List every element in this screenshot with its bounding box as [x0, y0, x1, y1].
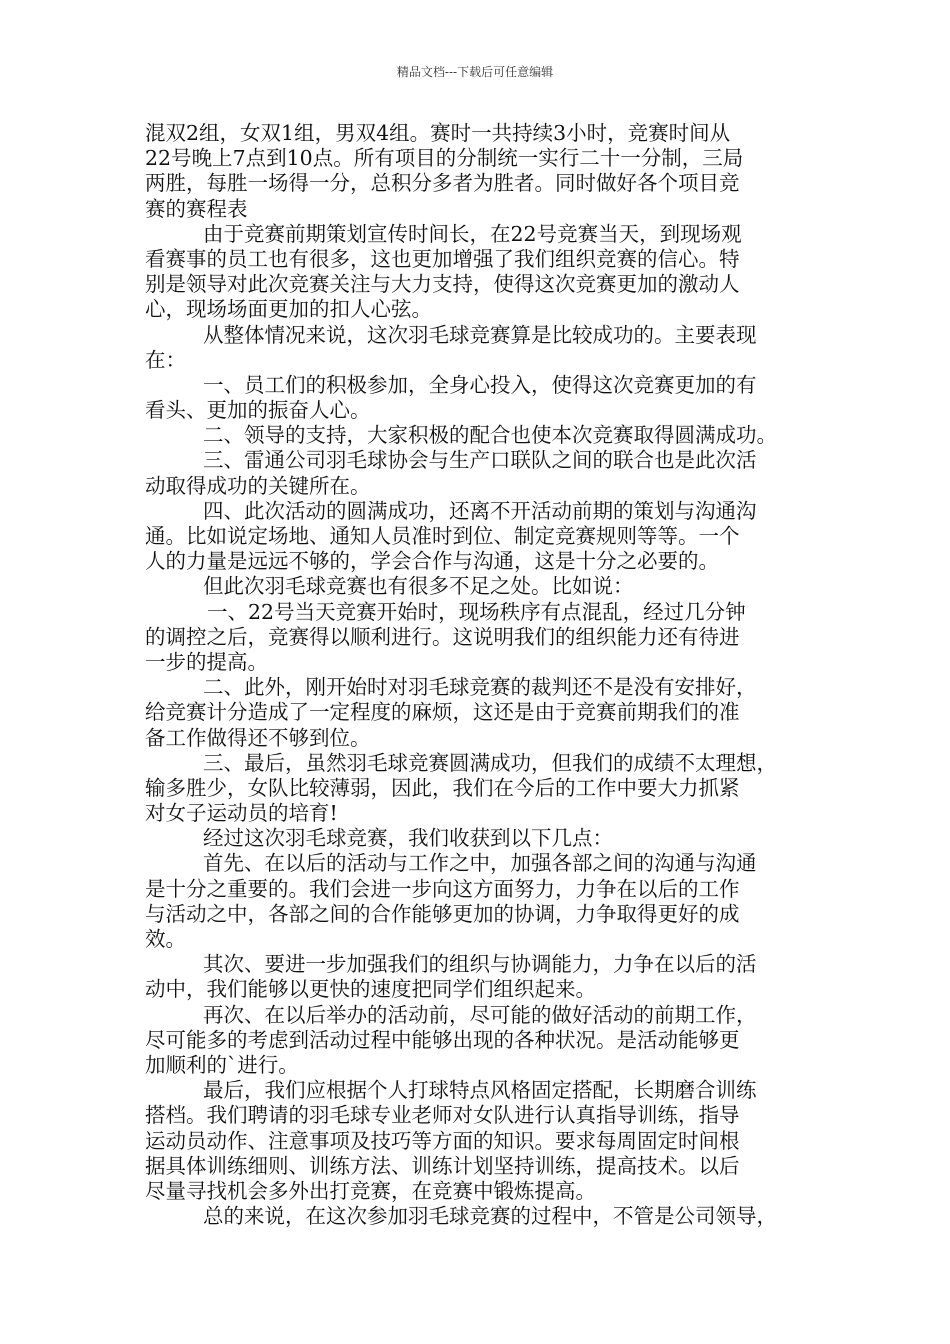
page-header: 精品文档---下载后可任意编辑	[396, 65, 554, 79]
text-line: 四、此次活动的圆满成功，还离不开活动前期的策划与沟通沟	[203, 498, 757, 523]
text-line: 二、此外，刚开始时对羽毛球竞赛的裁判还不是没有安排好，	[203, 675, 757, 700]
text-line: 看头、更加的振奋人心。	[145, 398, 371, 423]
text-line: 看赛事的员工也有很多，这也更加增强了我们组织竞赛的信心。特	[145, 246, 740, 271]
document-body	[145, 121, 817, 1229]
text-line: 总的来说，在这次参加羽毛球竞赛的过程中，不管是公司领导，	[203, 1204, 777, 1229]
text-line: 22号晚上7点到10点。所有项目的分制统一实行二十一分制，三局	[145, 146, 744, 171]
text-line: 搭档。我们聘请的羽毛球专业老师对女队进行认真指导训练，指导	[145, 1103, 740, 1128]
text-line: 效。	[145, 927, 186, 951]
text-line: 首先、在以后的活动与工作之中，加强各部之间的沟通与沟通	[203, 851, 757, 876]
text-line: 在：	[145, 347, 186, 372]
text-line: 经过这次羽毛球竞赛，我们收获到以下几点：	[203, 826, 613, 851]
text-line: 据具体训练细则、训练方法、训练计划坚持训练，提高技术。以后	[145, 1153, 740, 1178]
text-line: 一、员工们的积极参加，全身心投入，使得这次竞赛更加的有	[203, 372, 757, 397]
text-line: 输多胜少，女队比较薄弱，因此，我们在今后的工作中要大力抓紧	[145, 775, 740, 800]
text-line: 别是领导对此次竞赛关注与大力支持，使得这次竞赛更加的激动人	[145, 272, 740, 297]
text-line: 最后，我们应根据个人打球特点风格固定搭配，长期磨合训练	[203, 1078, 757, 1103]
text-line: 赛的赛程表	[145, 196, 248, 221]
text-line: 与活动之中，各部之间的合作能够更加的协调，力争取得更好的成	[145, 901, 740, 926]
text-line: 对女子运动员的培育!	[145, 801, 338, 826]
text-line: 尽量寻找机会多外出打竞赛，在竞赛中锻炼提高。	[145, 1178, 596, 1203]
text-line: 通。比如说定场地、通知人员准时到位、制定竞赛规则等等。一个	[145, 524, 740, 548]
text-line: 但此次羽毛球竞赛也有很多不足之处。比如说：	[203, 574, 634, 599]
text-line: 尽可能多的考虑到活动过程中能够出现的各种状况。是活动能够更	[145, 1027, 740, 1052]
text-line: 两胜，每胜一场得一分，总积分多者为胜者。同时做好各个项目竞	[145, 171, 740, 196]
text-line: 再次、在以后举办的活动前，尽可能的做好活动的前期工作，	[203, 1002, 757, 1027]
text-line: 加顺利的`进行。	[145, 1052, 299, 1077]
text-line: 运动员动作、注意事项及技巧等方面的知识。要求每周固定时间根	[145, 1128, 740, 1153]
text-line: 是十分之重要的。我们会进一步向这方面努力，力争在以后的工作	[145, 876, 740, 901]
text-line: 动取得成功的关键所在。	[145, 473, 371, 498]
text-line: 二、领导的支持，大家积极的配合也使本次竞赛取得圆满成功。	[203, 423, 777, 448]
text-line: 由于竞赛前期策划宣传时间长，在22号竞赛当天，到现场观	[203, 221, 742, 246]
text-line: 混双2组，女双1组，男双4组。赛时一共持续3小时，竞赛时间从	[145, 121, 731, 145]
text-line: 备工作做得还不够到位。	[145, 725, 371, 750]
text-line: 人的力量是远远不够的，学会合作与沟通，这是十分之必要的。	[145, 549, 719, 574]
text-line: 一步的提高。	[145, 649, 268, 674]
text-line: 动中，我们能够以更快的速度把同学们组织起来。	[145, 977, 596, 1002]
text-line: 三、最后，虽然羽毛球竞赛圆满成功，但我们的成绩不太理想，	[203, 750, 777, 775]
text-line: 从整体情况来说，这次羽毛球竞赛算是比较成功的。主要表现	[203, 322, 757, 347]
text-line: 其次、要进一步加强我们的组织与协调能力，力争在以后的活	[203, 952, 757, 977]
text-line: 的调控之后，竞赛得以顺利进行。这说明我们的组织能力还有待进	[145, 624, 740, 649]
text-line: 给竞赛计分造成了一定程度的麻烦，这还是由于竞赛前期我们的准	[145, 700, 740, 725]
text-line: 一、22号当天竞赛开始时，现场秩序有点混乱，经过几分钟	[207, 599, 746, 624]
text-line: 心，现场场面更加的扣人心弦。	[145, 297, 432, 322]
text-line: 三、雷通公司羽毛球协会与生产口联队之间的联合也是此次活	[203, 448, 757, 473]
